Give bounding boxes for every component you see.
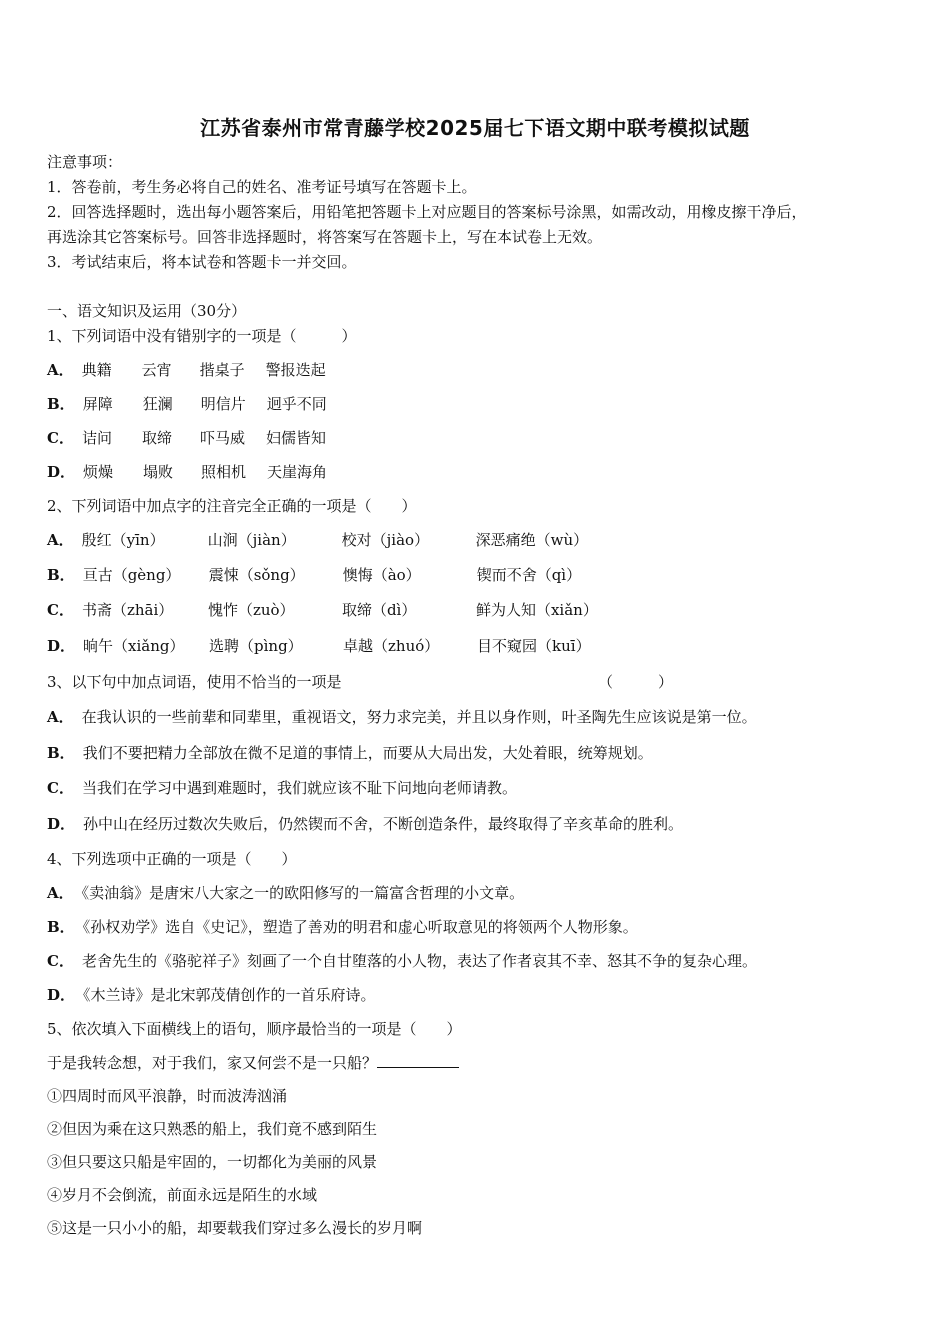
option-row bbox=[47, 530, 588, 550]
option-letter: A． bbox=[47, 884, 74, 902]
option-word: 愧怍（zuò） bbox=[207, 601, 295, 619]
option-letter: A． bbox=[47, 708, 74, 726]
sentence-item: ③但只要这只船是牢固的，一切都化为美丽的风景 bbox=[47, 1153, 378, 1171]
option-row bbox=[47, 917, 638, 937]
question-stem: 3、以下句中加点词语，使用不恰当的一项是 bbox=[47, 673, 342, 691]
option-row bbox=[47, 707, 757, 727]
option-word: 典籍 bbox=[81, 361, 112, 379]
option-text: 老舍先生的《骆驼祥子》刻画了一个自甘堕落的小人物，表达了作者哀其不幸、怒其不争的复杂心理。 bbox=[81, 952, 757, 970]
option-word: 取缔（dì） bbox=[341, 601, 417, 619]
option-text: 孙中山在经历过数次失败后，仍然锲而不舍，不断创造条件，最终取得了辛亥革命的胜利。 bbox=[83, 815, 684, 833]
answer-blank bbox=[377, 1053, 459, 1068]
question-stem: 1、下列词语中没有错别字的一项是（ ） bbox=[47, 327, 357, 345]
option-word: 迥乎不同 bbox=[266, 395, 327, 413]
option-word: 揩桌子 bbox=[199, 361, 245, 379]
option-text: 当我们在学习中遇到难题时，我们就应该不耻下问地向老师请教。 bbox=[81, 779, 517, 797]
option-word: 鲜为人知（xiǎn） bbox=[475, 601, 598, 619]
option-word: 警报迭起 bbox=[265, 361, 326, 379]
option-word: 殷红（yīn） bbox=[81, 531, 165, 549]
option-word: 妇儒皆知 bbox=[265, 429, 326, 447]
lead-sentence-row bbox=[47, 1053, 459, 1073]
sentence-item: ④岁月不会倒流，前面永远是陌生的水域 bbox=[47, 1186, 318, 1204]
notice-item: 2．回答选择题时，选出每小题答案后，用铅笔把答题卡上对应题目的答案标号涂黑，如需改动，用橡皮擦干净后， bbox=[47, 203, 807, 221]
option-word: 狂澜 bbox=[142, 395, 173, 413]
option-letter: C． bbox=[47, 601, 74, 619]
option-word: 明信片 bbox=[200, 395, 246, 413]
option-row bbox=[47, 778, 517, 798]
option-row bbox=[47, 883, 524, 903]
option-word: 懊悔（ào） bbox=[342, 566, 421, 584]
option-word: 照相机 bbox=[201, 463, 247, 481]
option-word: 书斋（zhāi） bbox=[81, 601, 174, 619]
option-letter: B． bbox=[47, 566, 75, 584]
notice-item: 3．考试结束后，将本试卷和答题卡一并交回。 bbox=[47, 253, 357, 271]
option-text: 在我认识的一些前辈和同辈里，重视语文，努力求完美，并且以身作则，叶圣陶先生应该说是第一位。 bbox=[81, 708, 757, 726]
option-letter: D． bbox=[47, 986, 76, 1004]
option-row bbox=[47, 600, 598, 620]
option-letter: B． bbox=[47, 918, 75, 936]
sentence-item: ①四周时而风平浪静，时而波涛汹涌 bbox=[47, 1087, 288, 1105]
option-letter: C． bbox=[47, 779, 74, 797]
option-row bbox=[47, 743, 653, 763]
option-word: 锲而不舍（qì） bbox=[476, 566, 582, 584]
page-title: 江苏省泰州市常青藤学校2025届七下语文期中联考模拟试题 bbox=[200, 116, 750, 140]
question-stem: 2、下列词语中加点字的注音完全正确的一项是（ ） bbox=[47, 497, 417, 515]
option-row bbox=[47, 814, 683, 834]
option-row bbox=[47, 565, 581, 585]
question-stem-row bbox=[47, 672, 907, 692]
option-word: 亘古（gèng） bbox=[82, 566, 181, 584]
option-letter: C． bbox=[47, 429, 74, 447]
option-text: 《卖油翁》是唐宋八大家之一的欧阳修写的一篇富含哲理的小文章。 bbox=[81, 884, 525, 902]
option-text: 《孙权劝学》选自《史记》，塑造了善劝的明君和虚心听取意见的将领两个人物形象。 bbox=[82, 918, 638, 936]
option-word: 震悚（sǒng） bbox=[208, 566, 305, 584]
option-letter: A． bbox=[47, 531, 74, 549]
option-word: 塌败 bbox=[143, 463, 174, 481]
option-word: 云宵 bbox=[141, 361, 172, 379]
option-letter: C． bbox=[47, 952, 74, 970]
option-word: 天崖海角 bbox=[267, 463, 328, 481]
option-letter: A． bbox=[47, 361, 74, 379]
lead-sentence: 于是我转念想，对于我们，家又何尝不是一只船？ bbox=[47, 1054, 378, 1072]
question-stem: 5、依次填入下面横线上的语句，顺序最恰当的一项是（ ） bbox=[47, 1020, 462, 1038]
option-row bbox=[47, 428, 326, 448]
sentence-item: ②但因为乘在这只熟悉的船上，我们竟不感到陌生 bbox=[47, 1120, 378, 1138]
notice-heading: 注意事项： bbox=[47, 153, 123, 171]
answer-bracket: （ ） bbox=[598, 673, 674, 691]
option-letter: D． bbox=[47, 637, 76, 655]
option-row bbox=[47, 951, 757, 971]
option-word: 山涧（jiàn） bbox=[207, 531, 296, 549]
option-word: 取缔 bbox=[141, 429, 172, 447]
option-word: 目不窥园（kuī） bbox=[477, 637, 591, 655]
notice-item: 再选涂其它答案标号。回答非选择题时，将答案写在答题卡上，写在本试卷上无效。 bbox=[47, 228, 603, 246]
option-letter: D． bbox=[47, 463, 76, 481]
question-stem: 4、下列选项中正确的一项是（ ） bbox=[47, 850, 297, 868]
sentence-item: ⑤这是一只小小的船，却要载我们穿过多么漫长的岁月啊 bbox=[47, 1219, 423, 1237]
option-row bbox=[47, 636, 591, 656]
option-word: 校对（jiào） bbox=[341, 531, 430, 549]
option-word: 晌午（xiǎng） bbox=[83, 637, 185, 655]
option-word: 烦燥 bbox=[83, 463, 114, 481]
option-letter: D． bbox=[47, 815, 76, 833]
option-word: 卓越（zhuó） bbox=[343, 637, 440, 655]
option-row bbox=[47, 394, 327, 414]
option-word: 选聘（pìng） bbox=[209, 637, 303, 655]
option-row bbox=[47, 360, 326, 380]
option-row bbox=[47, 462, 327, 482]
option-word: 屏障 bbox=[82, 395, 113, 413]
notice-item: 1．答卷前，考生务必将自己的姓名、准考证号填写在答题卡上。 bbox=[47, 178, 477, 196]
option-letter: B． bbox=[47, 744, 75, 762]
option-row bbox=[47, 985, 376, 1005]
option-word: 深恶痛绝（wù） bbox=[475, 531, 589, 549]
option-word: 诘问 bbox=[81, 429, 112, 447]
option-word: 吓马威 bbox=[199, 429, 245, 447]
option-text: 我们不要把精力全部放在微不足道的事情上，而要从大局出发，大处着眼，统筹规划。 bbox=[82, 744, 653, 762]
section-heading: 一、语文知识及运用（30分） bbox=[47, 302, 247, 320]
option-letter: B． bbox=[47, 395, 75, 413]
option-text: 《木兰诗》是北宋郭茂倩创作的一首乐府诗。 bbox=[83, 986, 376, 1004]
